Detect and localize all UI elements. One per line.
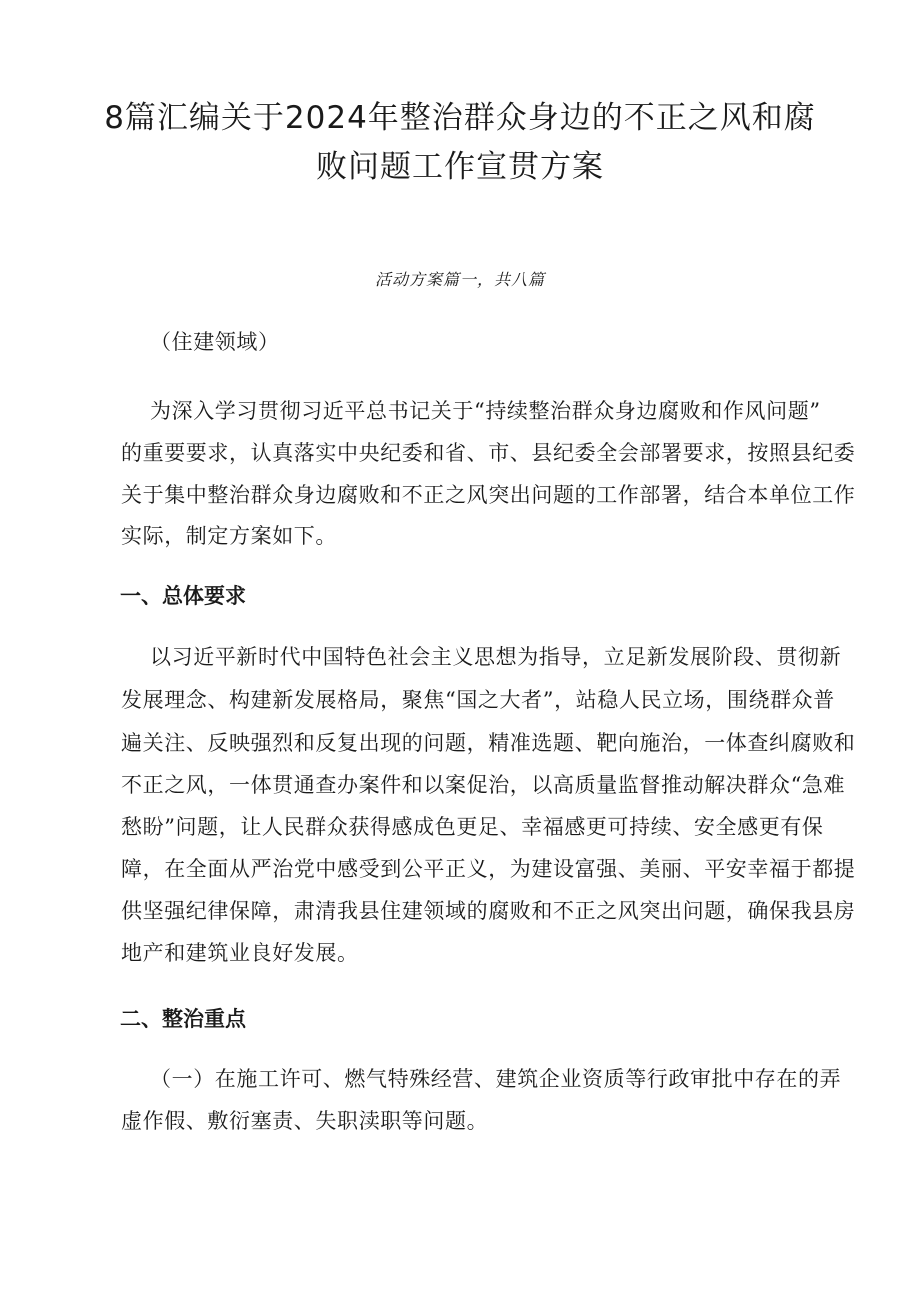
section-1-line: 不正之风，一体贯通查办案件和以案促治，以高质量监督推动解决群众“急难 bbox=[121, 773, 846, 797]
document-title-line-2: 败问题工作宣贯方案 bbox=[316, 149, 604, 185]
section-1-line: 以习近平新时代中国特色社会主义思想为指导，立足新发展阶段、贯彻新 bbox=[150, 645, 842, 669]
intro-line: 为深入学习贯彻习近平总书记关于“持续整治群众身边腐败和作风问题” bbox=[150, 399, 821, 423]
document-subtitle: 活动方案篇一，共八篇 bbox=[374, 270, 545, 289]
intro-line: 实际，制定方案如下。 bbox=[121, 524, 337, 548]
document-title-line-1: 8篇汇编关于2024年整治群众身边的不正之风和腐 bbox=[104, 100, 816, 136]
section-1-heading: 一、总体要求 bbox=[120, 584, 246, 608]
intro-line: 的重要要求，认真落实中央纪委和省、市、县纪委全会部署要求，按照县纪委 bbox=[121, 441, 856, 465]
section-2-line: （一）在施工许可、燃气特殊经营、建筑企业资质等行政审批中存在的弄 bbox=[150, 1067, 842, 1091]
section-1-line: 障，在全面从严治党中感受到公平正义，为建设富强、美丽、平安幸福于都提 bbox=[121, 857, 856, 881]
section-2-line: 虚作假、敷衍塞责、失职渎职等问题。 bbox=[121, 1109, 489, 1133]
section-1-line: 愁盼”问题，让人民群众获得感成色更足、幸福感更可持续、安全感更有保 bbox=[121, 815, 824, 839]
section-1-line: 遍关注、反映强烈和反复出现的问题，精准选题、靶向施治，一体查纠腐败和 bbox=[121, 731, 856, 755]
section-1-line: 发展理念、构建新发展格局，聚焦“国之大者”，站稳人民立场，围绕群众普 bbox=[121, 688, 835, 712]
section-1-line: 供坚强纪律保障，肃清我县住建领域的腐败和不正之风突出问题，确保我县房 bbox=[121, 899, 856, 923]
section-2-heading: 二、整治重点 bbox=[120, 1007, 246, 1031]
intro-line: 关于集中整治群众身边腐败和不正之风突出问题的工作部署，结合本单位工作 bbox=[121, 483, 856, 507]
field-label: （住建领域） bbox=[150, 330, 280, 354]
section-1-line: 地产和建筑业良好发展。 bbox=[121, 941, 359, 965]
